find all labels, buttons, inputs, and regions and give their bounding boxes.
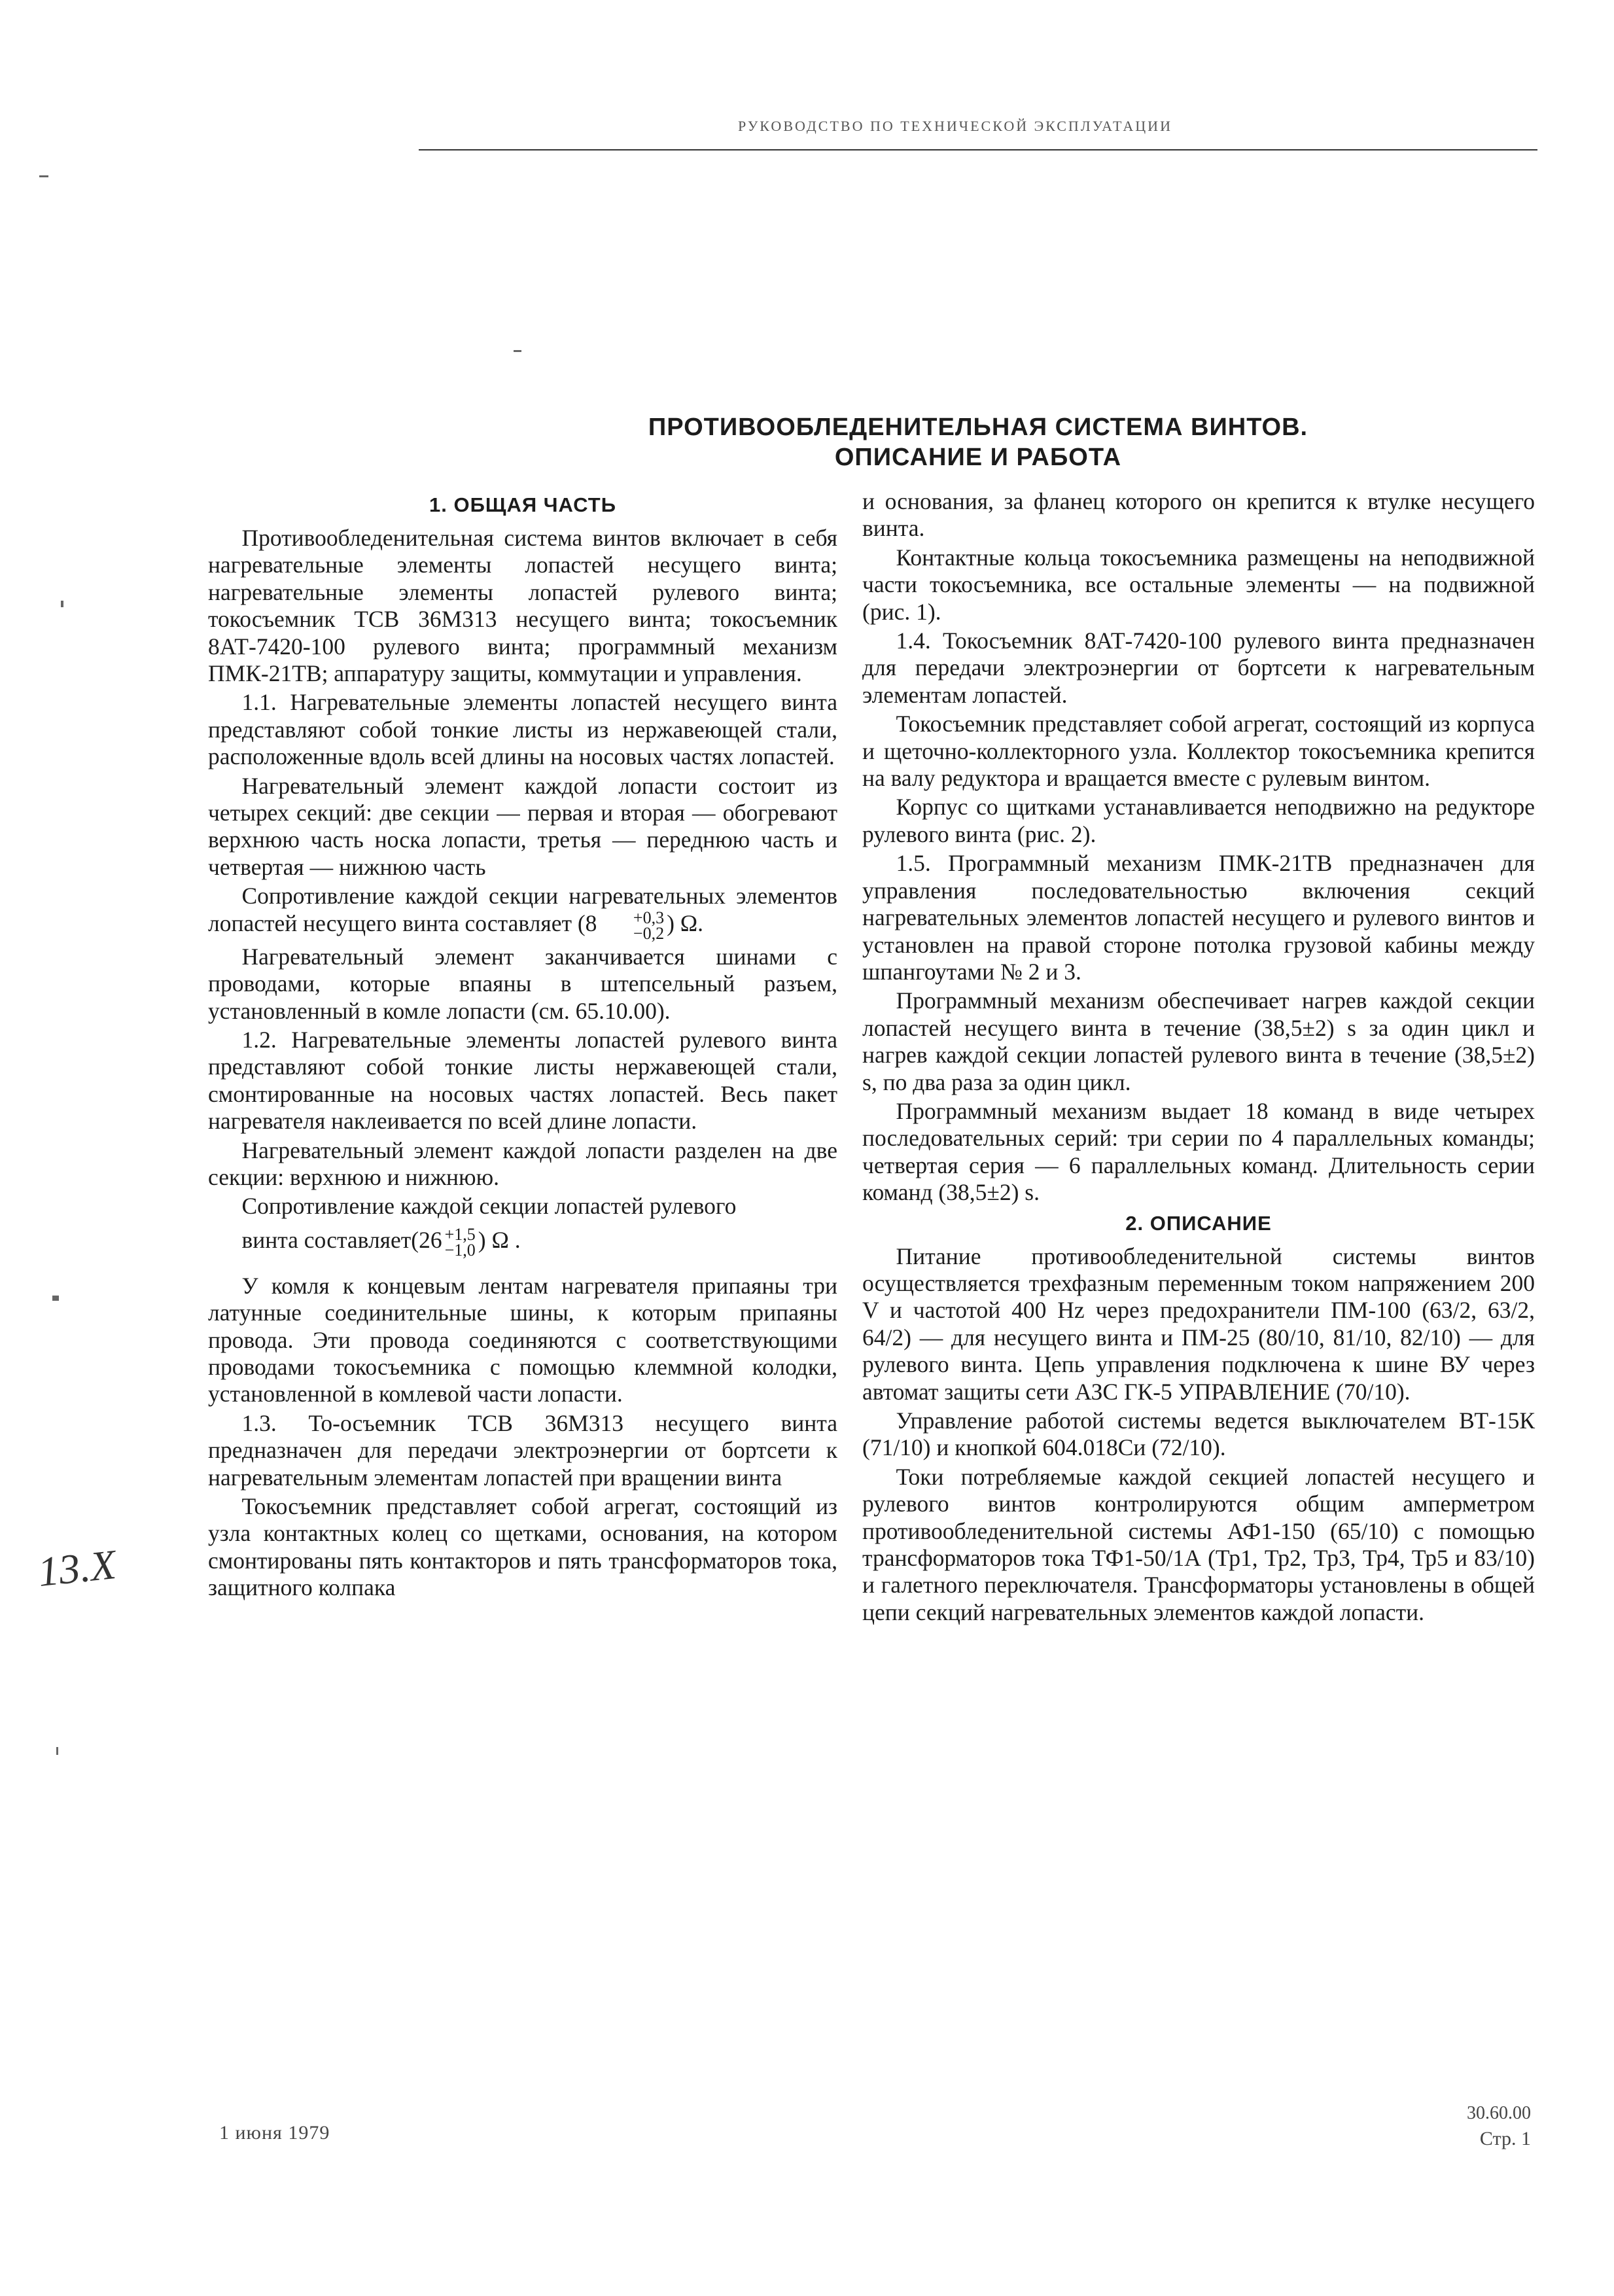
paragraph: 1.3. То-осъемник ТСВ 36М313 несущего винта предназначен для передачи электроэнергии от бортсети к нагревательным элементам лопастей при вращении винта [208,1409,837,1491]
resistance-text: Сопротивление каждой секции нагревательных элементов лопастей несущего винта составляет (8 [208,883,837,936]
tolerance-minus: −1,0 [444,1240,476,1260]
section-heading-general: 1. ОБЩАЯ ЧАСТЬ [429,493,616,516]
paragraph: Сопротивление каждой секции лопастей рулевого [241,1193,737,1220]
header-rule [419,149,1537,150]
footer-page-number: Стр. 1 [1479,2128,1531,2149]
resistance-unit: ) Ω. [667,910,704,936]
paragraph: Противообледенительная система винтов включает в себя нагревательные элементы лопастей несущего винта; нагревательные элементы лопастей рулевого винта; токосъемник ТСВ 36М313 несущего винта; токосъемник 8АТ-7420-100 рулевого винта; программный механизм ПМК-21ТВ; аппаратуру защиты, коммутации и управления. [208,525,837,687]
paragraph: и основания, за фланец которого он крепится к втулке несущего винта. [862,488,1535,542]
paragraph-resistance-main [208,883,837,941]
paragraph: Токи потребляемые каждой секцией лопастей несущего и рулевого винтов контролируются общим амперметром противообледенительной системы АФ1-150 (65/10) с помощью трансформаторов тока ТФ1-50/1А (Тр1, Тр2, Тр3, Тр4, Тр5 и 83/10) и галетного переключателя. Трансформаторы установлены в общей цепи секций нагревательных элементов каждой лопасти. [862,1463,1535,1625]
paragraph: 1.1. Нагревательные элементы лопастей несущего винта представляют собой тонкие листы из нержавеющей стали, расположенные вдоль всей длины на носовых частях лопастей. [208,689,837,770]
scan-mark [52,1296,59,1301]
tolerance-fraction [444,1224,476,1260]
left-column [208,488,837,1604]
paragraph: Токосъемник представляет собой агрегат, состоящий из узла контактных колец со щетками, основания, на котором смонтированы пять контакторов и пять трансформаторов тока, защитного колпака [208,1493,837,1601]
title-line-1: ПРОТИВООБЛЕДЕНИТЕЛЬНАЯ СИСТЕМА ВИНТОВ. [648,414,1308,441]
tolerance-plus: +1,5 [444,1224,476,1244]
tolerance-minus: −0,2 [633,923,665,943]
formula-prefix: винта составляет(26 [241,1226,442,1253]
right-column [862,488,1535,1628]
title-line-2: ОПИСАНИЕ И РАБОТА [834,444,1122,471]
paragraph: Контактные кольца токосъемника размещены на неподвижной части токосъемника, все остальные элементы — на подвижной (рис. 1). [862,544,1535,625]
scan-mark [39,175,48,177]
paragraph: Нагревательный элемент заканчивается шинами с проводами, которые впаяны в штепсельный разъем, установленный в комле лопасти (см. 65.10.00). [208,943,837,1024]
tolerance-fraction [599,910,664,942]
paragraph: Токосъемник представляет собой агрегат, состоящий из корпуса и щеточно-коллекторного узла. Коллектор токосъемника крепится на валу редуктора и вращается вместе с рулевым винтом. [862,711,1535,792]
paragraph: У комля к концевым лентам нагревателя припаяны три латунные соединительные шины, к которым припаяны провода. Эти провода соединяются с соответствующими проводами токосъемника с помощью клеммной колодки, установленной в комлевой части лопасти. [208,1272,837,1407]
scan-mark [514,350,521,352]
footer-section-code: 30.60.00 [1467,2103,1531,2123]
scan-mark [61,601,63,607]
resistance-formula-tail [208,1224,837,1260]
paragraph: Программный механизм выдает 18 команд в виде четырех последовательных серий: три серии по 4 параллельных команды; четвертая серия — 6 параллельных команд. Длительность серии команд (38,5±2) s. [862,1097,1535,1206]
paragraph: 1.5. Программный механизм ПМК-21ТВ предназначен для управления последовательностью включения секций нагревательных элементов лопастей несущего и рулевого винтов и установлен на правой стороне потолка грузовой кабины между шпангоутами № 2 и 3. [862,850,1535,985]
formula-suffix: ) Ω . [478,1226,521,1253]
paragraph: Питание противообледенительной системы винтов осуществляется трехфазным переменным током напряжением 200 V и частотой 400 Hz через предохранители ПМ-100 (63/2, 63/2, 64/2) — для несущего винта и ПМ-25 (80/10, 81/10, 82/10) — для рулевого винта. Цепь управления подключена к шине ВУ через автомат защиты сети АЗС ГК-5 УПРАВЛЕНИЕ (70/10). [862,1243,1535,1405]
paragraph: Нагревательный элемент каждой лопасти состоит из четырех секций: две секции — первая и вторая — обогревают верхнюю часть носка лопасти, третья — переднюю часть и четвертая — нижнюю часть [208,772,837,880]
paragraph: Нагревательный элемент каждой лопасти разделен на две секции: верхнюю и нижнюю. [208,1137,837,1190]
running-head: РУКОВОДСТВО ПО ТЕХНИЧЕСКОЙ ЭКСПЛУАТАЦИИ [738,118,1172,134]
tolerance-plus: +0,3 [633,908,665,927]
handwritten-margin-note: 13.Х [35,1540,118,1596]
scan-mark [56,1747,58,1755]
section-heading-description: 2. ОПИСАНИЕ [1125,1211,1272,1235]
paragraph: 1.2. Нагревательные элементы лопастей рулевого винта представляют собой тонкие листы нержавеющей стали, смонтированные на носовых частях лопастей. Весь пакет нагревателя наклеивается по всей длине лопасти. [208,1026,837,1135]
paragraph: Управление работой системы ведется выключателем ВТ-15К (71/10) и кнопкой 604.018Си (72/10). [862,1407,1535,1461]
paragraph: 1.4. Токосъемник 8АТ-7420-100 рулевого винта предназначен для передачи электроэнергии от бортсети к нагревательным элементам лопастей. [862,627,1535,708]
paragraph: Корпус со щитками устанавливается неподвижно на редукторе рулевого винта (рис. 2). [862,794,1535,847]
paragraph: Программный механизм обеспечивает нагрев каждой секции лопастей несущего винта в течение (38,5±2) s за один цикл и нагрев каждой секции лопастей рулевого винта в течение (38,5±2) s, по два раза за один цикл. [862,987,1535,1095]
document-title [419,412,1537,472]
footer-date: 1 июня 1979 [219,2122,330,2144]
